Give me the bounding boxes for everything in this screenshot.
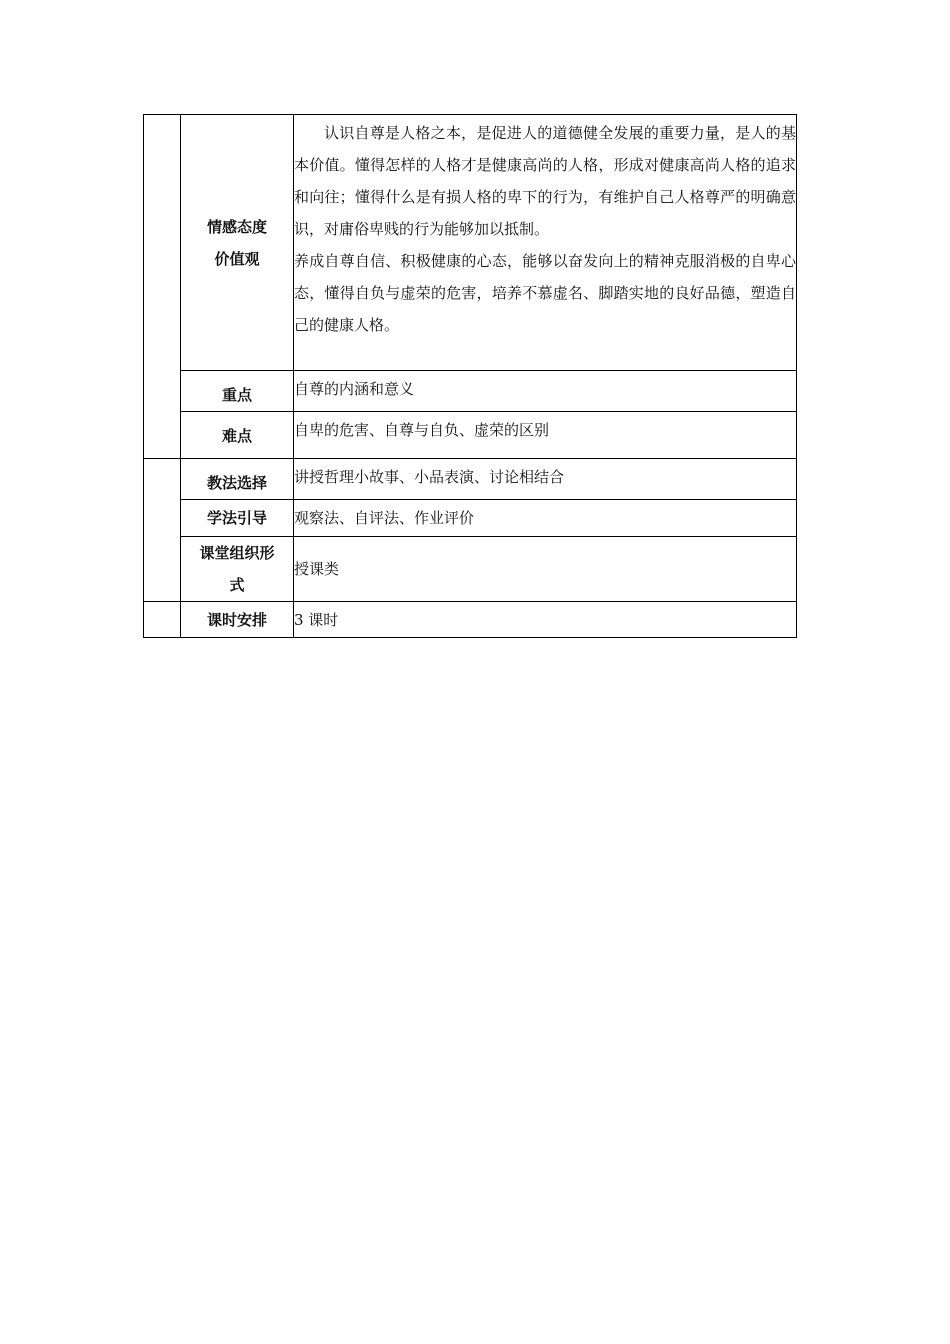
table-row-key-point <box>144 371 797 412</box>
class-form-label-line2: 式 <box>229 576 245 594</box>
affect-paragraph-2: 养成自尊自信、积极健康的心态，能够以奋发向上的精神克服消极的自卑心态，懂得自负与虚荣的危害，培养不慕虚名、脚踏实地的良好品德，塑造自己的健康人格。 <box>294 252 796 334</box>
table-row-study-method <box>144 500 797 537</box>
key-point-label: 重点 <box>181 371 294 412</box>
objectives-side-cell <box>144 115 181 459</box>
difficulty-value: 自卑的危害、自尊与自负、虚荣的区别 <box>294 412 797 459</box>
teaching-method-label: 教法选择 <box>181 459 294 500</box>
class-form-label-line1: 课堂组织形 <box>199 544 275 562</box>
study-method-value: 观察法、自评法、作业评价 <box>294 500 797 537</box>
affect-content-cell <box>294 115 797 371</box>
table-row-difficulty <box>144 412 797 459</box>
affect-label-line2: 价值观 <box>214 249 260 268</box>
table-row-teaching-method <box>144 459 797 500</box>
affect-label-cell <box>181 115 294 371</box>
schedule-value: 3 课时 <box>294 602 797 638</box>
difficulty-label: 难点 <box>181 412 294 459</box>
table-row-affect <box>144 115 797 371</box>
schedule-side-cell <box>144 602 181 638</box>
affect-label-line1: 情感态度 <box>206 217 267 236</box>
class-form-value: 授课类 <box>294 537 797 602</box>
affect-paragraph-1: 认识自尊是人格之本，是促进人的道德健全发展的重要力量，是人的基本价值。懂得怎样的人格才是健康高尚的人格，形成对健康高尚人格的追求和向往；懂得什么是有损人格的卑下的行为，有维护自己人格尊严的明确意识，对庸俗卑贱的行为能够加以抵制。 <box>294 124 796 238</box>
methods-side-cell <box>144 459 181 602</box>
key-point-value: 自尊的内涵和意义 <box>294 371 797 412</box>
schedule-label: 课时安排 <box>181 602 294 638</box>
table-row-class-form <box>144 537 797 602</box>
teaching-method-value: 讲授哲理小故事、小品表演、讨论相结合 <box>294 459 797 500</box>
lesson-plan-table <box>143 114 797 638</box>
class-form-label-cell <box>181 537 294 602</box>
study-method-label: 学法引导 <box>181 500 294 537</box>
table-row-schedule <box>144 602 797 638</box>
